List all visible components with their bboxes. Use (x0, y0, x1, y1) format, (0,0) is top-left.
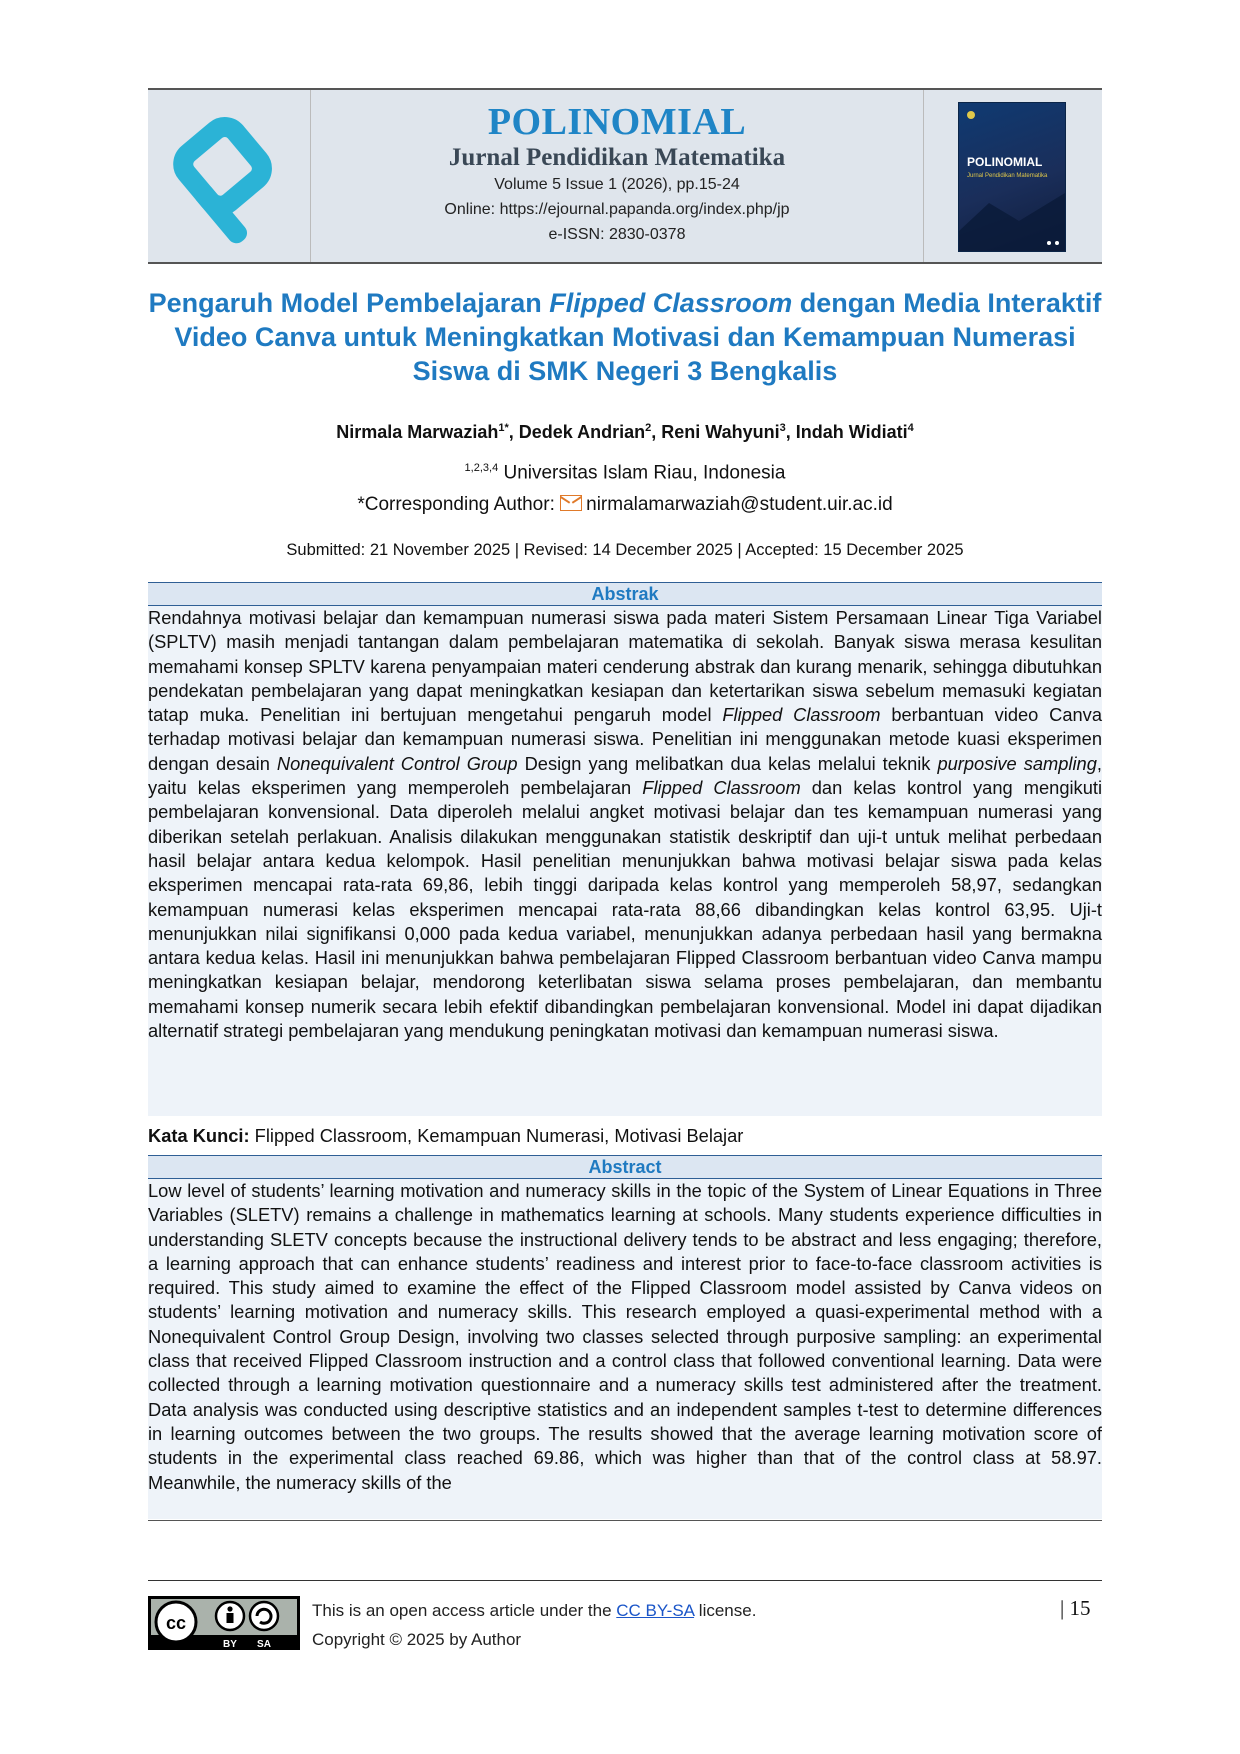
journal-online: Online: https://ejournal.papanda.org/index.php/jp (444, 201, 790, 218)
abstrak-text: berbantuan video Canva terhadap motivasi belajar dan kemampuan numerasi siswa. Penelitian ini menggunakan metode kuasi eksperimen dengan desain (148, 704, 1102, 774)
journal-issn: e-ISSN: 2830-0378 (548, 226, 686, 243)
abstract-heading: Abstract (148, 1155, 1102, 1179)
affiliation-sup: 1,2,3,4 (464, 462, 499, 474)
keywords (148, 1124, 1102, 1148)
license-link[interactable]: CC BY-SA (616, 1601, 695, 1620)
author-name: Dedek Andrian (518, 422, 646, 442)
abstrak-text: Rendahnya motivasi belajar dan kemampuan numerasi siswa pada materi Sistem Persamaan Linear Tiga Variabel (SPLTV) masih menjadi tantangan dalam pembelajaran matematika di sekolah. Banyak siswa merasa kesulitan memahami konsep SPLTV karena penyampaian materi cenderung abstrak dan kurang menarik, sehingga dibutuhkan pendekatan pembelajaran yang dapat meningkatkan kesiapan dan ketertarikan siswa sebelum memasuki kegiatan tatap muka. Penelitian ini bertujuan mengetahui pengaruh model (148, 607, 1102, 726)
cc-mark-text: cc (165, 1613, 187, 1633)
affiliation (148, 462, 1102, 484)
abstract-bottom-rule (148, 1520, 1102, 1521)
journal-header (148, 88, 1102, 264)
submission-dates: Submitted: 21 November 2025 | Revised: 14 December 2025 | Accepted: 15 December 2025 (286, 541, 964, 559)
journal-volume: Volume 5 Issue 1 (2026), pp.15-24 (494, 176, 740, 193)
abstrak-italic: Flipped Classroom (642, 777, 801, 799)
footer-rule (148, 1580, 1102, 1581)
copyright: Copyright © 2025 by Author (312, 1630, 522, 1649)
title-part-1: Pengaruh Model Pembelajaran (148, 288, 550, 318)
author-sup: 3 (779, 422, 786, 434)
affiliation-text: Universitas Islam Riau, Indonesia (503, 462, 786, 484)
article-title (148, 286, 1102, 388)
cover-title: POLINOMIAL (967, 155, 1043, 169)
journal-info (311, 90, 923, 262)
cover-image (958, 102, 1066, 252)
license-line (312, 1596, 756, 1625)
polinomial-logo-icon (148, 90, 310, 258)
author-name: Nirmala Marwaziah (336, 422, 499, 442)
abstrak-text: dan kelas kontrol yang mengikuti pembelajaran konvensional. Data diperoleh melalui angket motivasi belajar dan tes kemampuan numerasi yang diberikan setelah perlakuan. Analisis dilakukan menggunakan statistik deskriptif dan uji-t untuk melihat perbedaan hasil belajar antara kedua kelompok. Hasil penelitian menunjukkan bahwa motivasi belajar siswa pada kelas eksperimen mencapai rata-rata 69,86, lebih tinggi daripada kelas kontrol yang memperoleh 58,97, sedangkan kemampuan numerasi kelas eksperimen mencapai rata-rata 88,66 dibandingkan kelas kontrol 63,95. Uji-t menunjukkan nilai signifikansi 0,000 pada kedua variabel, menunjukkan adanya perbedaan hasil yang bermakna antara kedua kelas. Hasil ini menunjukkan bahwa pembelajaran Flipped Classroom berbantuan video Canva mampu meningkatkan kesiapan belajar, mendorong keterlibatan siswa selama proses pembelajaran, dan membantu memahami konsep numerik secara lebih efektif dibandingkan pembelajaran konvensional. Model ini dapat dijadikan alternatif strategi pembelajaran yang mendukung peningkatan motivasi dan kemampuan numerasi siswa. (148, 777, 1103, 1042)
mail-icon (560, 495, 582, 511)
cc-by-sa-badge[interactable] (148, 1596, 300, 1650)
cc-license-icon (148, 1596, 300, 1650)
keywords-text: Flipped Classroom, Kemampuan Numerasi, Motivasi Belajar (249, 1125, 744, 1146)
license-pre: This is an open access article under the (312, 1601, 617, 1620)
abstrak-text: Design yang melibatkan dua kelas melalui teknik (517, 752, 938, 774)
journal-subtitle: Jurnal Pendidikan Matematika (448, 144, 786, 171)
journal-logo (148, 90, 311, 262)
abstrak-italic: Flipped Classroom (722, 704, 881, 726)
author-name: Reni Wahyuni (661, 422, 780, 442)
journal-cover (923, 90, 1102, 262)
abstrak-text: , yaitu kelas eksperimen yang memperoleh pembelajaran (148, 752, 1102, 799)
title-italic: Flipped Classroom (549, 288, 793, 318)
abstrak-body (148, 606, 1102, 1116)
abstrak-italic: Nonequivalent Control Group (276, 752, 518, 774)
cover-subtitle: Jurnal Pendidikan Matematika (967, 173, 1048, 179)
page-number: | 15 (1060, 1596, 1091, 1620)
journal-name: POLINOMIAL (487, 101, 747, 143)
license-post: license. (694, 1601, 757, 1620)
corresponding-label: *Corresponding Author: (357, 494, 555, 515)
author-name: Indah Widiati (795, 422, 908, 442)
author-sup: 4 (907, 422, 914, 434)
abstrak-italic: purposive sampling (937, 752, 1097, 774)
author-sup: 2 (645, 422, 652, 434)
author-list: Nirmala Marwaziah$^{1*}$, Dedek Andrian$^2$, Reni Wahyuni$^3$, Indah Widiati$^4$ (336, 422, 914, 442)
keywords-label: Kata Kunci: (148, 1125, 250, 1146)
cc-sa-label: SA (257, 1639, 271, 1650)
author-email[interactable]: nirmalamarwaziah@student.uir.ac.id (586, 494, 893, 515)
corresponding-author (148, 494, 1102, 516)
abstract-body: Low level of students’ learning motivation and numeracy skills in the topic of the System of Linear Equations in Three Variables (SLETV) remains a challenge in mathematics learning at schools. Many students experience difficulties in understanding SLETV concepts because the instructional delivery tends to be abstract and less engaging; therefore, a learning approach that can enhance students’ readiness and interest prior to face-to-face classroom activities is required. This study aimed to examine the effect of the Flipped Classroom model assisted by Canva videos on students’ learning motivation and numeracy skills. This research employed a quasi-experimental method with a Nonequivalent Control Group Design, involving two classes selected through purposive sampling: an experimental class that received Flipped Classroom instruction and a control class that followed conventional learning. Data were collected through a learning motivation questionnaire and a numeracy skills test administered after the treatment. Data analysis was conducted using descriptive statistics and an independent samples t-test to determine differences in learning outcomes between the two groups. The results showed that the average learning motivation score of students in the experimental class reached 69.86, which was higher than that of the control class at 58.97. Meanwhile, the numeracy skills of the (148, 1179, 1102, 1519)
abstrak-heading: Abstrak (148, 582, 1102, 606)
title-part-2: dengan Media Interaktif Video Canva untuk Meningkatkan Motivasi dan Kemampuan Numerasi Siswa di SMK Negeri 3 Bengkalis (174, 288, 1102, 386)
footer-license (312, 1596, 756, 1654)
cc-by-label: BY (223, 1639, 237, 1650)
author-sup: 1* (498, 422, 509, 434)
